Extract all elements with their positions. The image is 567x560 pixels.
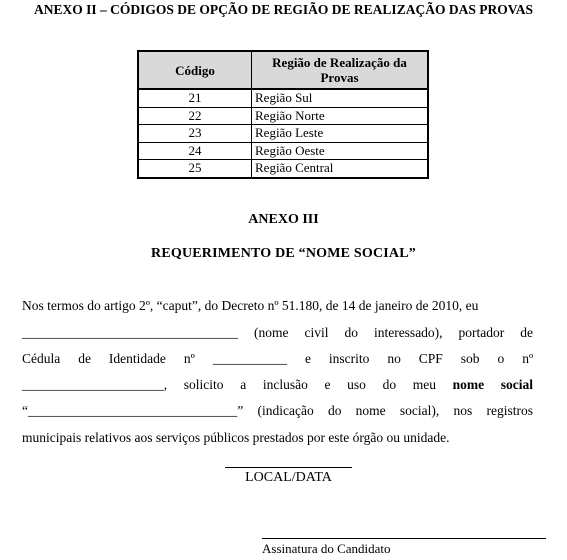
word: inclusão: [262, 377, 308, 392]
anexo3-title: ANEXO III: [248, 212, 319, 227]
word: CPF: [418, 351, 443, 366]
signature-label: Assinatura do Candidato: [262, 541, 391, 556]
row-region: Região Central: [252, 160, 429, 178]
table-row: [138, 125, 428, 143]
body-line-2: [22, 325, 533, 341]
row-code: 24: [138, 142, 252, 160]
signature-line: [262, 538, 546, 539]
local-date-label: LOCAL/DATA: [245, 470, 332, 485]
cpf-blank: _____________________,: [22, 377, 168, 392]
row-region: Região Leste: [252, 125, 429, 143]
id-number-blank: ___________: [212, 351, 287, 366]
header-regiao: Região de Realização da Provas: [252, 51, 429, 89]
word: sob: [460, 351, 480, 366]
body-line-6: municipais relativos aos serviços públicos prestados por este órgão ou unidade.: [22, 430, 450, 445]
row-code: 21: [138, 89, 252, 107]
table-row: [138, 89, 428, 107]
word: e: [304, 351, 311, 366]
requerimento-title: REQUERIMENTO DE “NOME SOCIAL”: [151, 246, 416, 261]
body-line-5: [22, 403, 533, 419]
row-region: Região Norte: [252, 107, 429, 125]
table-row: [138, 142, 428, 160]
table-row: [138, 160, 428, 178]
word: de: [78, 351, 91, 366]
word: a: [240, 377, 247, 392]
word: solicito: [183, 377, 224, 392]
row-region: Região Sul: [252, 89, 429, 107]
row-code: 25: [138, 160, 252, 178]
social-name-caption: (indicação do nome social), nos registros: [257, 403, 533, 418]
body-line-1: Nos termos do artigo 2º, “caput”, do Decreto nº 51.180, de 14 de janeiro de 2010, eu: [22, 298, 479, 313]
region-codes-table: [137, 50, 429, 179]
civil-name-caption: (nome civil do interessado), portador de: [254, 325, 534, 340]
word: no: [387, 351, 401, 366]
word: Cédula: [22, 351, 61, 366]
word: meu: [412, 377, 436, 392]
word: o: [497, 351, 505, 366]
anexo2-title: ANEXO II – CÓDIGOS DE OPÇÃO DE REGIÃO DE REALIZAÇÃO DAS PROVAS: [34, 2, 533, 17]
local-date-line: [225, 467, 352, 468]
word: nº: [522, 351, 534, 366]
row-code: 23: [138, 125, 252, 143]
word: do: [382, 377, 397, 392]
body-line-3: [22, 351, 533, 367]
word: inscrito: [328, 351, 370, 366]
civil-name-blank: ________________________________: [22, 325, 238, 340]
social-name-blank: “_______________________________”: [22, 403, 244, 418]
row-code: 22: [138, 107, 252, 125]
word: Identidade: [108, 351, 166, 366]
body-line-4: [22, 377, 533, 393]
word: e: [324, 377, 331, 392]
table-header-row: [138, 51, 428, 89]
row-region: Região Oeste: [252, 142, 429, 160]
word: uso: [347, 377, 366, 392]
nome-social-bold: nome social: [452, 377, 534, 392]
word: nº: [183, 351, 195, 366]
table-row: [138, 107, 428, 125]
header-codigo: Código: [138, 51, 252, 89]
